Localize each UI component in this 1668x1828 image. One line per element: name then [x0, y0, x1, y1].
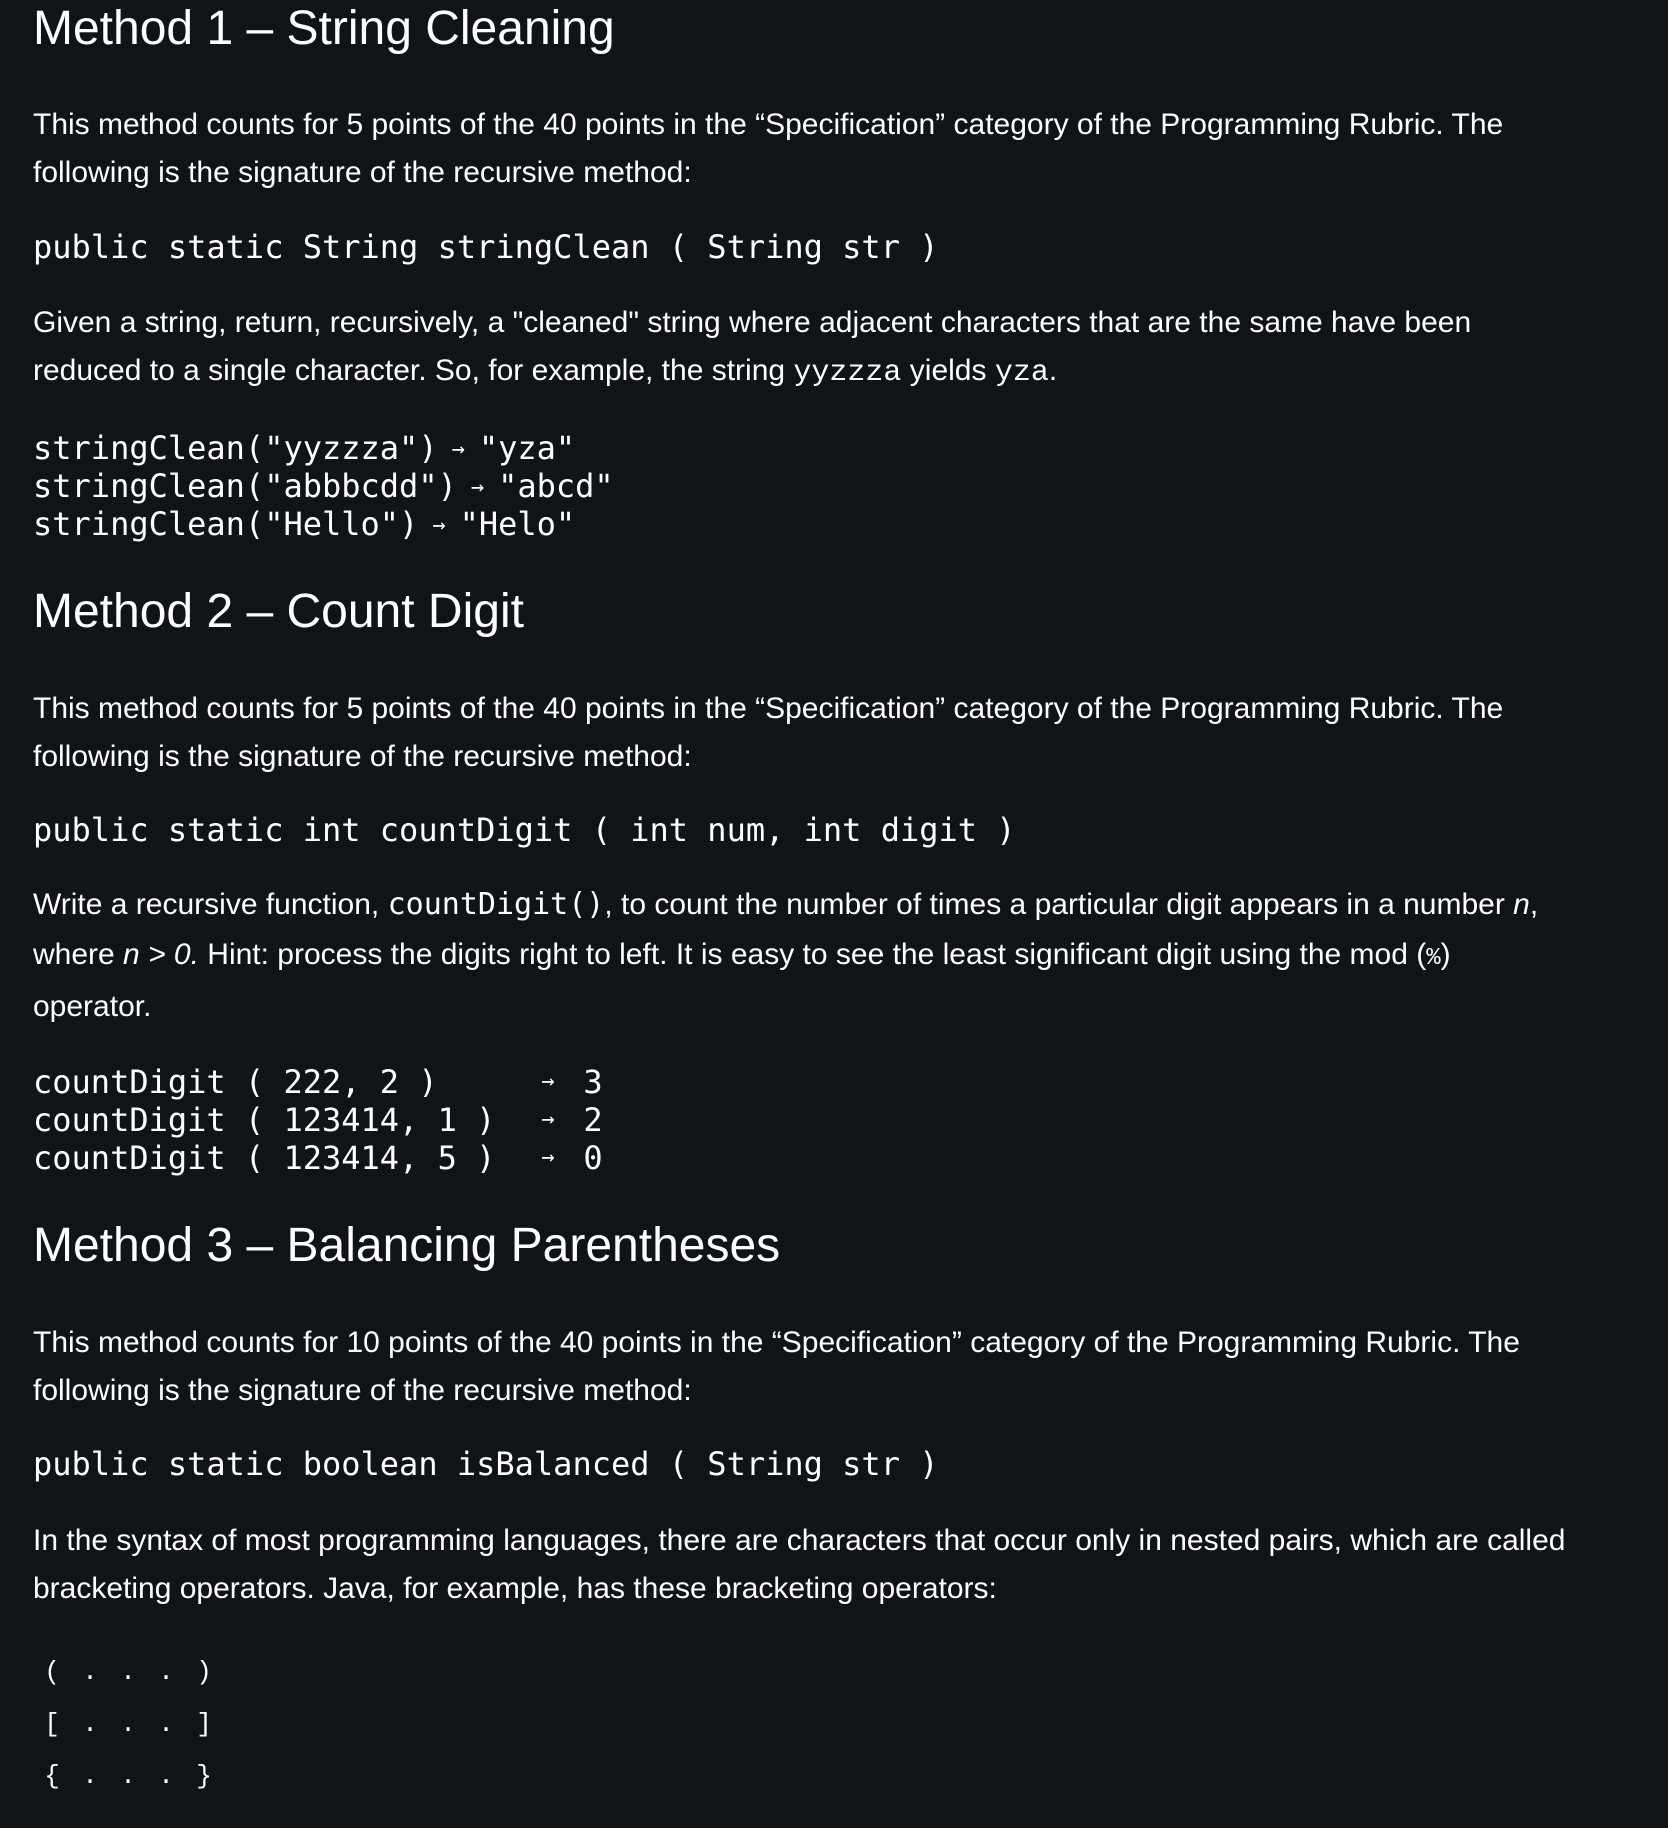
method1-desc-text-a: reduced to a single character. So, for example, the string [33, 354, 794, 387]
bracket-close: ) [196, 1657, 212, 1687]
method1-example-result: "Helo" [459, 505, 576, 543]
arrow-icon: → [451, 437, 465, 462]
method2-example-row [33, 1101, 613, 1139]
method2-example-result: 3 [583, 1063, 603, 1101]
method1-signature: public static String stringClean ( String str ) [33, 228, 939, 266]
method2-example-call: countDigit ( 222, 2 ) [33, 1063, 438, 1101]
method1-desc-text-b: yields [901, 354, 995, 387]
method2-example-result: 0 [583, 1139, 603, 1177]
method2-desc-cond: n > 0. [123, 938, 199, 971]
method3-signature: public static boolean isBalanced ( String str ) [33, 1445, 939, 1483]
bracket-close: } [196, 1761, 212, 1791]
method2-desc-line2 [33, 931, 1451, 983]
bracket-open: { [44, 1761, 60, 1791]
arrow-icon: → [541, 1145, 555, 1170]
method2-heading: Method 2 – Count Digit [33, 585, 524, 638]
bracket-open: [ [44, 1709, 60, 1739]
method3-heading: Method 3 – Balancing Parentheses [33, 1219, 781, 1272]
method2-example-row [33, 1139, 613, 1177]
method2-example-call: countDigit ( 123414, 5 ) [33, 1139, 496, 1177]
method1-heading: Method 1 – String Cleaning [33, 2, 615, 55]
method2-desc-mod: % [1426, 945, 1441, 972]
bracket-open: ( [44, 1657, 60, 1687]
method1-desc-code-output: yza [994, 356, 1049, 390]
method2-example-result: 2 [583, 1101, 603, 1139]
bracket-close: ] [196, 1709, 212, 1739]
method1-example-call: stringClean("yyzzza") [33, 429, 438, 467]
method2-intro-line2: following is the signature of the recursive method: [33, 740, 692, 773]
method1-example-row [33, 505, 614, 543]
method2-example-call: countDigit ( 123414, 1 ) [33, 1101, 496, 1139]
method2-desc-text-e: ) [1440, 938, 1451, 971]
method1-example-row [33, 429, 614, 467]
method1-example-result: "abcd" [498, 467, 614, 505]
method2-examples [33, 1063, 613, 1177]
bracket-row [33, 1750, 223, 1802]
method1-example-result: "yza" [478, 429, 576, 467]
method1-intro-line1: This method counts for 5 points of the 40 points in the “Specification” category of the Programming Rubric. The [33, 108, 1504, 141]
method2-desc-text-a: Write a recursive function, [33, 888, 388, 921]
method2-signature: public static int countDigit ( int num, int digit ) [33, 811, 1016, 849]
bracket-dot: . [120, 1709, 136, 1739]
method1-example-call: stringClean("abbbcdd") [33, 467, 457, 505]
method1-examples [33, 429, 614, 543]
method2-desc-text-b: , to count the number of times a particular digit appears in a number [604, 888, 1514, 921]
bracket-dot: . [82, 1761, 98, 1791]
bracket-dot: . [158, 1657, 174, 1687]
method1-desc-line2 [33, 347, 1057, 397]
bracket-dot: . [158, 1709, 174, 1739]
bracket-dot: . [120, 1761, 136, 1791]
method2-desc-where: where [33, 938, 124, 971]
method3-intro-line1: This method counts for 10 points of the 40 points in the “Specification” category of the Programming Rubric. The [33, 1326, 1520, 1359]
arrow-icon: → [470, 475, 485, 500]
method2-intro-line1: This method counts for 5 points of the 40 points in the “Specification” category of the Programming Rubric. The [33, 692, 1504, 725]
method3-intro-line2: following is the signature of the recursive method: [33, 1374, 692, 1407]
method2-desc-line1 [33, 881, 1538, 929]
method1-intro-line2: following is the signature of the recursive method: [33, 156, 692, 189]
bracket-row [33, 1698, 223, 1750]
method3-desc-line1: In the syntax of most programming languages, there are characters that occur only in nested pairs, which are called [33, 1524, 1566, 1557]
method2-desc-text-c: , [1529, 888, 1539, 921]
method2-desc-n: n [1513, 888, 1530, 921]
method2-desc-code: countDigit() [387, 887, 605, 922]
arrow-icon: → [432, 513, 446, 538]
method1-desc-line1: Given a string, return, recursively, a "cleaned" string where adjacent characters that are the same have been [33, 306, 1472, 339]
method1-example-row [33, 467, 614, 505]
method2-desc-line3: operator. [33, 990, 152, 1023]
method2-desc-text-d: Hint: process the digits right to left. It is easy to see the least significant digit using the mod ( [198, 938, 1427, 971]
bracket-dot: . [120, 1657, 136, 1687]
arrow-icon: → [541, 1107, 555, 1132]
method1-desc-code-input: yyzzza [793, 356, 902, 390]
method1-desc-text-c: . [1048, 354, 1058, 387]
method1-example-call: stringClean("Hello") [33, 505, 419, 543]
bracket-dot: . [158, 1761, 174, 1791]
bracket-dot: . [82, 1709, 98, 1739]
arrow-icon: → [541, 1069, 555, 1094]
bracket-dot: . [82, 1657, 98, 1687]
bracket-row [33, 1646, 223, 1698]
method3-desc-line2: bracketing operators. Java, for example, has these bracketing operators: [33, 1572, 997, 1605]
method2-example-row [33, 1063, 613, 1101]
bracket-operators-list [33, 1646, 223, 1802]
